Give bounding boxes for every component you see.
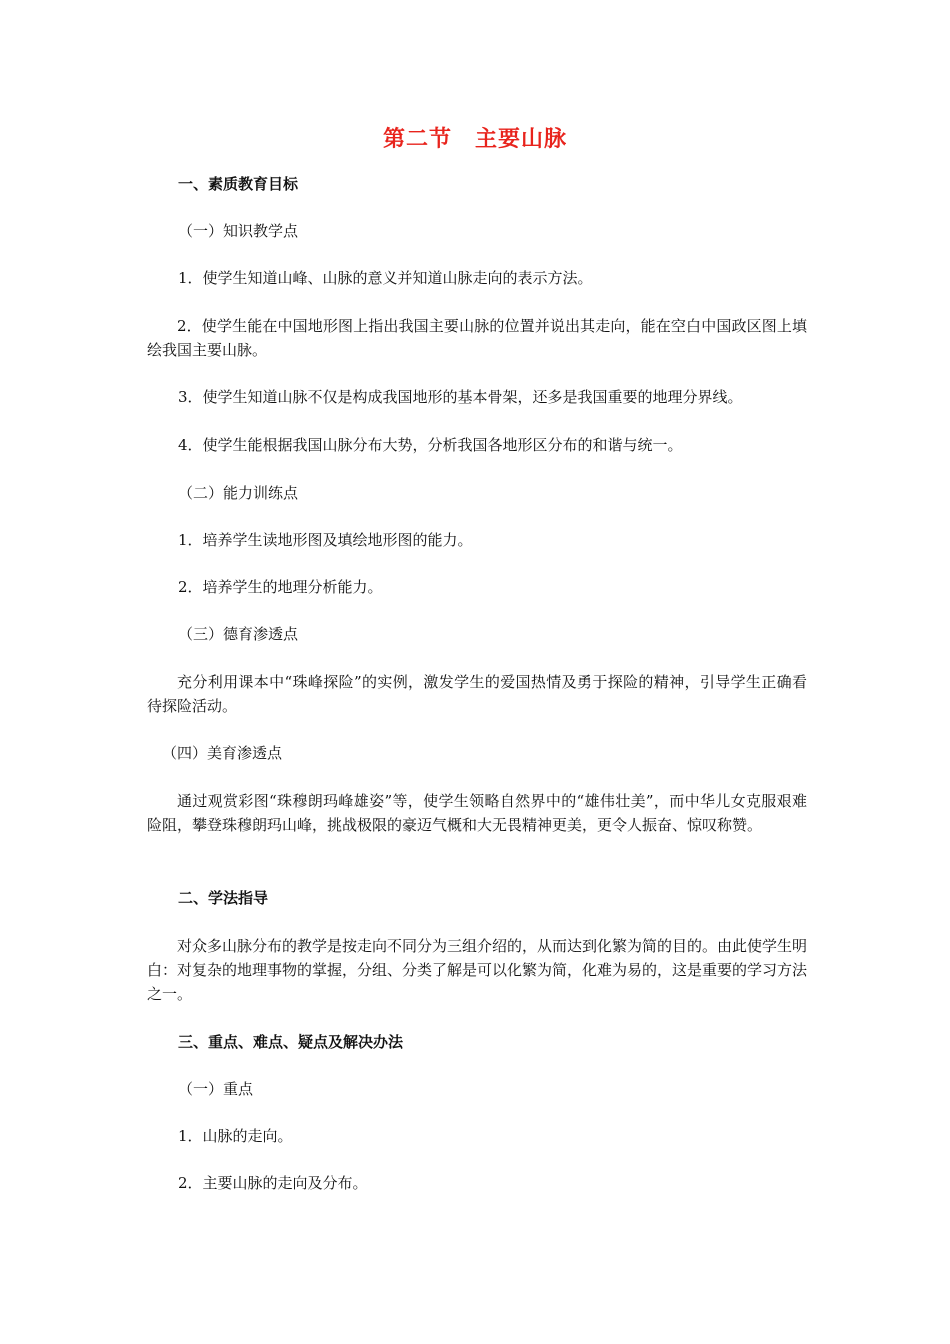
subsection-label-ability: （二）能力训练点 <box>178 484 299 502</box>
list-item: 2．使学生能在中国地形图上指出我国主要山脉的位置并说出其走向，能在空白中国政区图上填绘我国主要山脉。 <box>147 317 807 359</box>
subsection-label-aesthetic: （四）美育渗透点 <box>162 744 283 762</box>
paragraph-method: 对众多山脉分布的教学是按走向不同分为三组介绍的，从而达到化繁为简的目的。由此使学生明白：对复杂的地理事物的掌握，分组、分类了解是可以化繁为简，化难为易的，这是重要的学习方法之一。 <box>147 937 808 1003</box>
subsection-label-knowledge: （一）知识教学点 <box>178 222 299 240</box>
subsection-label-focus: （一）重点 <box>178 1080 254 1098</box>
page-title: 第二节 主要山脉 <box>382 127 567 152</box>
section-heading-method: 二、学法指导 <box>178 889 269 907</box>
list-item: 2．培养学生的地理分析能力。 <box>178 578 383 596</box>
list-item: 3．使学生知道山脉不仅是构成我国地形的基本骨架，还多是我国重要的地理分界线。 <box>178 388 743 406</box>
paragraph-aesthetic: 通过观赏彩图“珠穆朗玛峰雄姿”等，使学生领略自然界中的“雄伟壮美”，而中华儿女克服艰难险阻，攀登珠穆朗玛山峰，挑战极限的豪迈气概和大无畏精神更美，更令人振奋、惊叹称赞。 <box>147 792 807 834</box>
subsection-label-moral: （三）德育渗透点 <box>178 625 299 643</box>
paragraph-moral: 充分利用课本中“珠峰探险”的实例，激发学生的爱国热情及勇于探险的精神，引导学生正确看待探险活动。 <box>147 673 807 715</box>
section-heading-keypoints: 三、重点、难点、疑点及解决办法 <box>178 1033 404 1051</box>
list-item: 2．主要山脉的走向及分布。 <box>178 1174 368 1192</box>
section-heading-goals: 一、素质教育目标 <box>178 175 299 193</box>
list-item: 4．使学生能根据我国山脉分布大势，分析我国各地形区分布的和谐与统一。 <box>178 436 683 454</box>
list-item: 1．培养学生读地形图及填绘地形图的能力。 <box>178 531 473 549</box>
list-item: 1．山脉的走向。 <box>178 1127 293 1145</box>
list-item: 1．使学生知道山峰、山脉的意义并知道山脉走向的表示方法。 <box>178 269 593 287</box>
